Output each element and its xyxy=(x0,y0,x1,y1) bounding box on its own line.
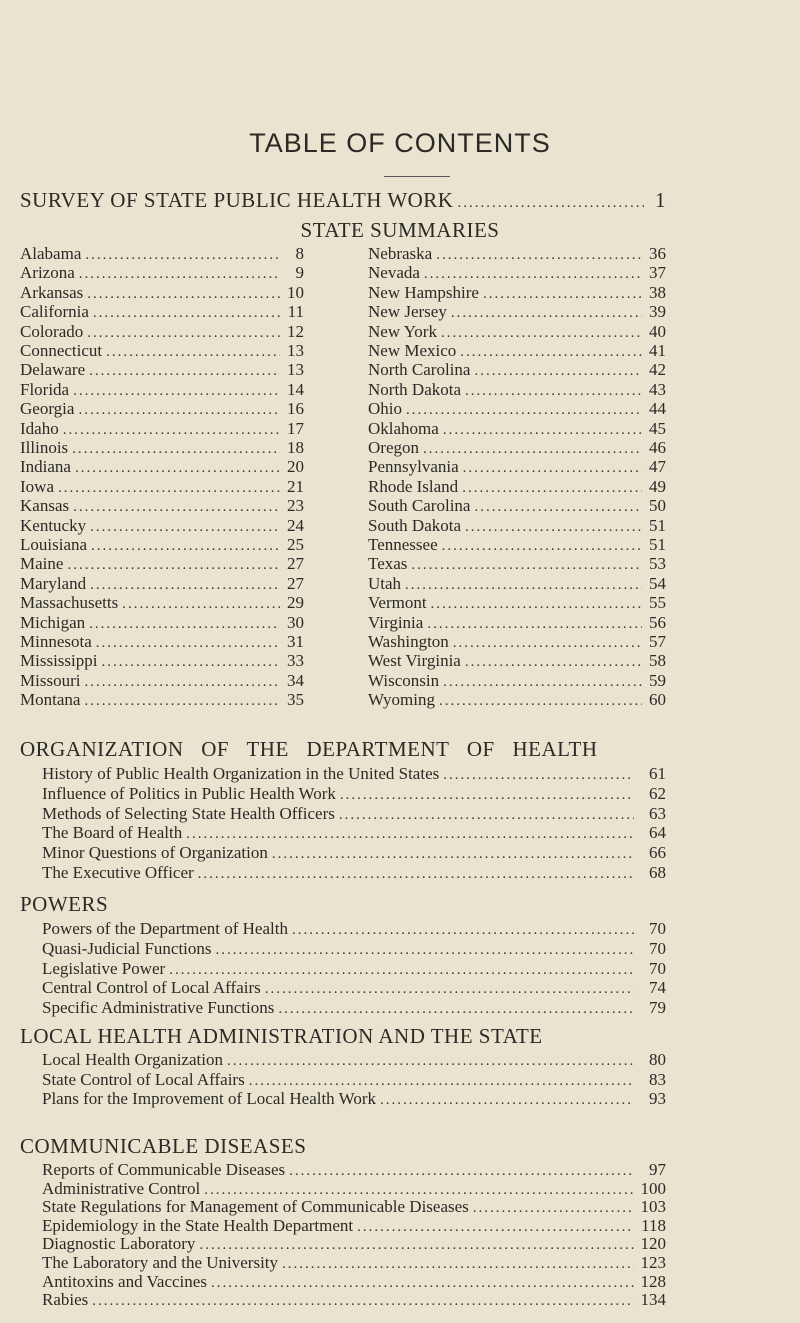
toc-entry xyxy=(42,1089,666,1109)
entry-label: Nevada xyxy=(368,263,420,283)
entry-label: The Executive Officer xyxy=(42,863,194,882)
entry-page: 20 xyxy=(287,457,304,477)
leader-dots xyxy=(289,1163,634,1180)
entry-label: Florida xyxy=(20,379,70,399)
entry-label: Oklahoma xyxy=(368,418,439,438)
entry-page: 97 xyxy=(649,1160,666,1179)
leader-dots xyxy=(443,422,642,439)
entry-label: Indiana xyxy=(20,457,71,477)
entry-page: 18 xyxy=(287,438,304,457)
entry-label: Rabies xyxy=(42,1290,89,1310)
entry-label: Virginia xyxy=(368,612,424,632)
entry-page: 13 xyxy=(287,360,304,380)
entry-label: Powers of the Department of Health xyxy=(42,919,288,938)
leader-dots xyxy=(474,363,642,380)
leader-dots xyxy=(93,305,280,322)
entry-page: 46 xyxy=(649,438,666,457)
leader-dots xyxy=(84,674,280,691)
entry-page: 47 xyxy=(649,457,666,477)
leader-dots xyxy=(198,866,634,883)
entry-page: 24 xyxy=(287,515,304,535)
leader-dots xyxy=(411,557,642,574)
entry-label: Connecticut xyxy=(20,341,103,360)
entry-page: 14 xyxy=(287,379,304,399)
entry-page: 12 xyxy=(287,321,304,341)
leader-dots xyxy=(278,1001,634,1018)
entry-label: Alabama xyxy=(20,244,82,263)
page-title: TABLE OF CONTENTS xyxy=(249,128,551,158)
entry-page: 103 xyxy=(640,1197,666,1217)
leader-dots xyxy=(84,693,280,710)
entry-page: 9 xyxy=(295,263,304,283)
entry-label: Pennsylvania xyxy=(368,457,459,477)
leader-dots xyxy=(91,538,280,555)
toc-entry xyxy=(42,1272,666,1292)
entry-page: 38 xyxy=(649,282,666,302)
entry-label: Administrative Control xyxy=(42,1178,201,1198)
entry-page: 50 xyxy=(649,496,666,516)
toc-entry-survey xyxy=(20,188,666,213)
entry-page: 16 xyxy=(287,399,304,419)
toc-entry xyxy=(42,939,666,959)
leader-dots xyxy=(72,441,280,458)
toc-entry xyxy=(42,998,666,1018)
leader-dots xyxy=(431,596,642,613)
entry-page: 80 xyxy=(649,1050,666,1069)
entry-label: Texas xyxy=(368,554,408,574)
leader-dots xyxy=(169,962,634,979)
leader-dots xyxy=(405,577,642,594)
toc-entry xyxy=(42,1197,666,1217)
entry-page: 74 xyxy=(649,978,666,998)
entry-label: The Board of Health xyxy=(42,823,183,843)
leader-dots xyxy=(78,402,280,419)
entry-label: Diagnostic Laboratory xyxy=(42,1234,196,1254)
entry-page: 120 xyxy=(640,1234,666,1254)
title-rule xyxy=(384,176,450,177)
toc-entry xyxy=(42,1290,666,1310)
leader-dots xyxy=(357,1219,634,1236)
entry-page: 43 xyxy=(649,379,666,399)
entry-label: Missouri xyxy=(20,670,81,690)
entry-page: 54 xyxy=(649,573,666,593)
leader-dots xyxy=(58,480,280,497)
entry-page: 56 xyxy=(649,612,666,632)
leader-dots xyxy=(265,981,634,998)
entry-label: Antitoxins and Vaccines xyxy=(42,1271,207,1291)
leader-dots xyxy=(249,1073,634,1090)
toc-entry xyxy=(42,919,666,939)
entry-label: Reports of Communicable Diseases xyxy=(42,1160,286,1179)
entry-label: Delaware xyxy=(20,360,86,380)
entry-page: 11 xyxy=(287,302,304,322)
entry-label: North Carolina xyxy=(368,360,471,380)
entry-label: Utah xyxy=(368,573,402,593)
entry-page: 1 xyxy=(655,188,666,212)
entry-page: 44 xyxy=(649,399,666,419)
entry-label: Idaho xyxy=(20,418,59,438)
entry-label: Montana xyxy=(20,690,81,710)
entry-page: 35 xyxy=(287,690,304,710)
leader-dots xyxy=(427,616,642,633)
entry-label: SURVEY OF STATE PUBLIC HEALTH WORK xyxy=(20,188,454,212)
leader-dots xyxy=(89,363,280,380)
entry-page: 55 xyxy=(649,593,666,613)
entry-page: 40 xyxy=(649,321,666,341)
entry-page: 8 xyxy=(295,244,304,263)
toc-entry xyxy=(42,978,666,998)
entry-page: 36 xyxy=(649,244,666,263)
entry-page: 17 xyxy=(287,418,304,438)
leader-dots xyxy=(442,538,642,555)
toc-entry xyxy=(42,959,666,979)
entry-label: Methods of Selecting State Health Officers xyxy=(42,803,335,823)
leader-dots xyxy=(453,635,642,652)
entry-label: Maryland xyxy=(20,573,87,593)
entry-page: 83 xyxy=(649,1069,666,1089)
leader-dots xyxy=(63,422,280,439)
leader-dots xyxy=(380,1092,634,1109)
entry-label: Ohio xyxy=(368,399,402,419)
leader-dots xyxy=(465,383,642,400)
leader-dots xyxy=(339,807,634,824)
entry-label: Iowa xyxy=(20,476,54,496)
toc-entry xyxy=(42,784,666,804)
leader-dots xyxy=(79,266,280,283)
leader-dots xyxy=(457,195,644,212)
entry-page: 42 xyxy=(649,360,666,380)
entry-page: 70 xyxy=(649,958,666,978)
entry-label: Local Health Organization xyxy=(42,1050,223,1069)
entry-page: 59 xyxy=(649,670,666,690)
leader-dots xyxy=(340,787,634,804)
entry-label: Central Control of Local Affairs xyxy=(42,978,261,998)
entry-label: Louisiana xyxy=(20,535,88,554)
entry-page: 63 xyxy=(649,803,666,823)
leader-dots xyxy=(451,305,642,322)
entry-page: 58 xyxy=(649,651,666,671)
leader-dots xyxy=(216,942,634,959)
state-entry xyxy=(368,690,666,712)
entry-page: 33 xyxy=(287,651,304,671)
leader-dots xyxy=(90,577,280,594)
toc-entry xyxy=(42,804,666,824)
entry-label: Nebraska xyxy=(368,244,433,263)
toc-entry xyxy=(42,843,666,863)
entry-label: New Mexico xyxy=(368,341,457,360)
entry-page: 27 xyxy=(287,554,304,574)
entry-label: Minor Questions of Organization xyxy=(42,843,268,863)
leader-dots xyxy=(85,247,280,264)
leader-dots xyxy=(204,1182,634,1199)
leader-dots xyxy=(87,325,280,342)
entry-label: Mississippi xyxy=(20,651,98,671)
leader-dots xyxy=(439,693,642,710)
entry-page: 79 xyxy=(649,998,666,1018)
entry-page: 53 xyxy=(649,554,666,574)
entry-label: Wyoming xyxy=(368,690,435,710)
leader-dots xyxy=(67,557,280,574)
toc-entry xyxy=(42,863,666,883)
leader-dots xyxy=(424,266,642,283)
entry-label: Washington xyxy=(368,632,449,651)
entry-label: Plans for the Improvement of Local Health Work xyxy=(42,1089,376,1108)
entry-page: 34 xyxy=(287,670,304,690)
toc-entry xyxy=(42,1216,666,1236)
entry-label: State Regulations for Management of Communicable Diseases xyxy=(42,1197,469,1217)
toc-entry xyxy=(42,1179,666,1199)
entry-page: 41 xyxy=(649,341,666,360)
leader-dots xyxy=(436,247,642,264)
leader-dots xyxy=(473,1200,634,1217)
local-heading: LOCAL HEALTH ADMINISTRATION AND THE STATE xyxy=(20,1024,543,1048)
entry-page: 66 xyxy=(649,843,666,863)
leader-dots xyxy=(462,480,642,497)
leader-dots xyxy=(92,1293,634,1310)
entry-page: 62 xyxy=(649,783,666,803)
entry-label: New Hampshire xyxy=(368,282,479,302)
entry-page: 51 xyxy=(649,535,666,554)
leader-dots xyxy=(73,499,280,516)
entry-page: 70 xyxy=(649,919,666,938)
entry-page: 57 xyxy=(649,632,666,651)
entry-page: 10 xyxy=(287,282,304,302)
leader-dots xyxy=(186,826,634,843)
toc-entry xyxy=(42,1070,666,1090)
entry-page: 64 xyxy=(649,823,666,843)
entry-page: 13 xyxy=(287,341,304,360)
entry-label: Specific Administrative Functions xyxy=(42,998,275,1018)
entry-page: 30 xyxy=(287,612,304,632)
entry-label: Oregon xyxy=(368,438,419,457)
leader-dots xyxy=(101,654,280,671)
entry-label: New Jersey xyxy=(368,302,447,322)
toc-entry xyxy=(42,764,666,784)
organization-heading: ORGANIZATION OF THE DEPARTMENT OF HEALTH xyxy=(20,737,598,761)
entry-page: 37 xyxy=(649,263,666,283)
entry-page: 29 xyxy=(287,593,304,613)
leader-dots xyxy=(483,286,642,303)
leader-dots xyxy=(106,344,280,361)
entry-label: Arkansas xyxy=(20,282,84,302)
leader-dots xyxy=(73,383,280,400)
entry-page: 23 xyxy=(287,496,304,516)
entry-label: History of Public Health Organization in the United States xyxy=(42,764,440,783)
entry-page: 21 xyxy=(287,476,304,496)
entry-page: 118 xyxy=(641,1215,666,1235)
powers-heading: POWERS xyxy=(20,892,109,916)
toc-entry xyxy=(42,1253,666,1273)
leader-dots xyxy=(199,1237,634,1254)
entry-label: Rhode Island xyxy=(368,476,459,496)
entry-page: 51 xyxy=(649,515,666,535)
entry-page: 123 xyxy=(640,1253,666,1272)
entry-label: South Carolina xyxy=(368,496,471,516)
entry-label: Arizona xyxy=(20,263,75,283)
leader-dots xyxy=(465,519,642,536)
entry-label: Kansas xyxy=(20,496,70,516)
toc-entry xyxy=(42,1050,666,1070)
entry-label: Quasi-Judicial Functions xyxy=(42,938,212,958)
entry-page: 45 xyxy=(649,418,666,438)
entry-label: Wisconsin xyxy=(368,670,440,690)
entry-label: South Dakota xyxy=(368,515,462,535)
leader-dots xyxy=(227,1053,634,1070)
leader-dots xyxy=(90,519,280,536)
entry-page: 68 xyxy=(649,863,666,882)
entry-label: North Dakota xyxy=(368,379,462,399)
leader-dots xyxy=(465,654,642,671)
state-summaries-heading: STATE SUMMARIES xyxy=(300,218,500,242)
state-entry xyxy=(20,690,304,712)
leader-dots xyxy=(406,402,642,419)
entry-page: 27 xyxy=(287,573,304,593)
entry-label: Maine xyxy=(20,554,64,574)
entry-page: 100 xyxy=(640,1178,666,1198)
entry-label: New York xyxy=(368,321,437,341)
leader-dots xyxy=(292,922,634,939)
leader-dots xyxy=(282,1256,634,1273)
leader-dots xyxy=(272,846,634,863)
leader-dots xyxy=(211,1275,634,1292)
entry-page: 70 xyxy=(649,938,666,958)
toc-entry xyxy=(42,1234,666,1254)
leader-dots xyxy=(87,286,280,303)
entry-label: Georgia xyxy=(20,399,75,419)
entry-label: Michigan xyxy=(20,612,86,632)
entry-label: Vermont xyxy=(368,593,427,613)
entry-label: Epidemiology in the State Health Department xyxy=(42,1215,354,1235)
entry-label: The Laboratory and the University xyxy=(42,1253,279,1272)
entry-page: 31 xyxy=(287,632,304,651)
entry-label: Influence of Politics in Public Health Work xyxy=(42,783,336,803)
communicable-heading: COMMUNICABLE DISEASES xyxy=(20,1134,307,1158)
toc-entry xyxy=(42,1160,666,1180)
entry-label: Legislative Power xyxy=(42,958,166,978)
entry-page: 128 xyxy=(640,1271,666,1291)
entry-page: 134 xyxy=(640,1290,666,1310)
leader-dots xyxy=(443,767,634,784)
entry-label: Minnesota xyxy=(20,632,92,651)
entry-page: 61 xyxy=(649,764,666,783)
entry-label: State Control of Local Affairs xyxy=(42,1069,245,1089)
entry-page: 60 xyxy=(649,690,666,710)
toc-entry xyxy=(42,823,666,843)
entry-label: Kentucky xyxy=(20,515,87,535)
entry-label: California xyxy=(20,302,89,322)
leader-dots xyxy=(89,616,280,633)
entry-label: Colorado xyxy=(20,321,84,341)
leader-dots xyxy=(443,674,642,691)
entry-page: 39 xyxy=(649,302,666,322)
entry-page: 93 xyxy=(649,1089,666,1108)
leader-dots xyxy=(75,460,280,477)
leader-dots xyxy=(96,635,280,652)
entry-label: Massachusetts xyxy=(20,593,119,613)
entry-page: 25 xyxy=(287,535,304,554)
entry-label: Illinois xyxy=(20,438,69,457)
entry-page: 49 xyxy=(649,476,666,496)
leader-dots xyxy=(122,596,280,613)
leader-dots xyxy=(423,441,642,458)
leader-dots xyxy=(441,325,642,342)
entry-label: Tennessee xyxy=(368,535,438,554)
leader-dots xyxy=(474,499,642,516)
leader-dots xyxy=(460,344,642,361)
entry-label: West Virginia xyxy=(368,651,461,671)
leader-dots xyxy=(463,460,642,477)
